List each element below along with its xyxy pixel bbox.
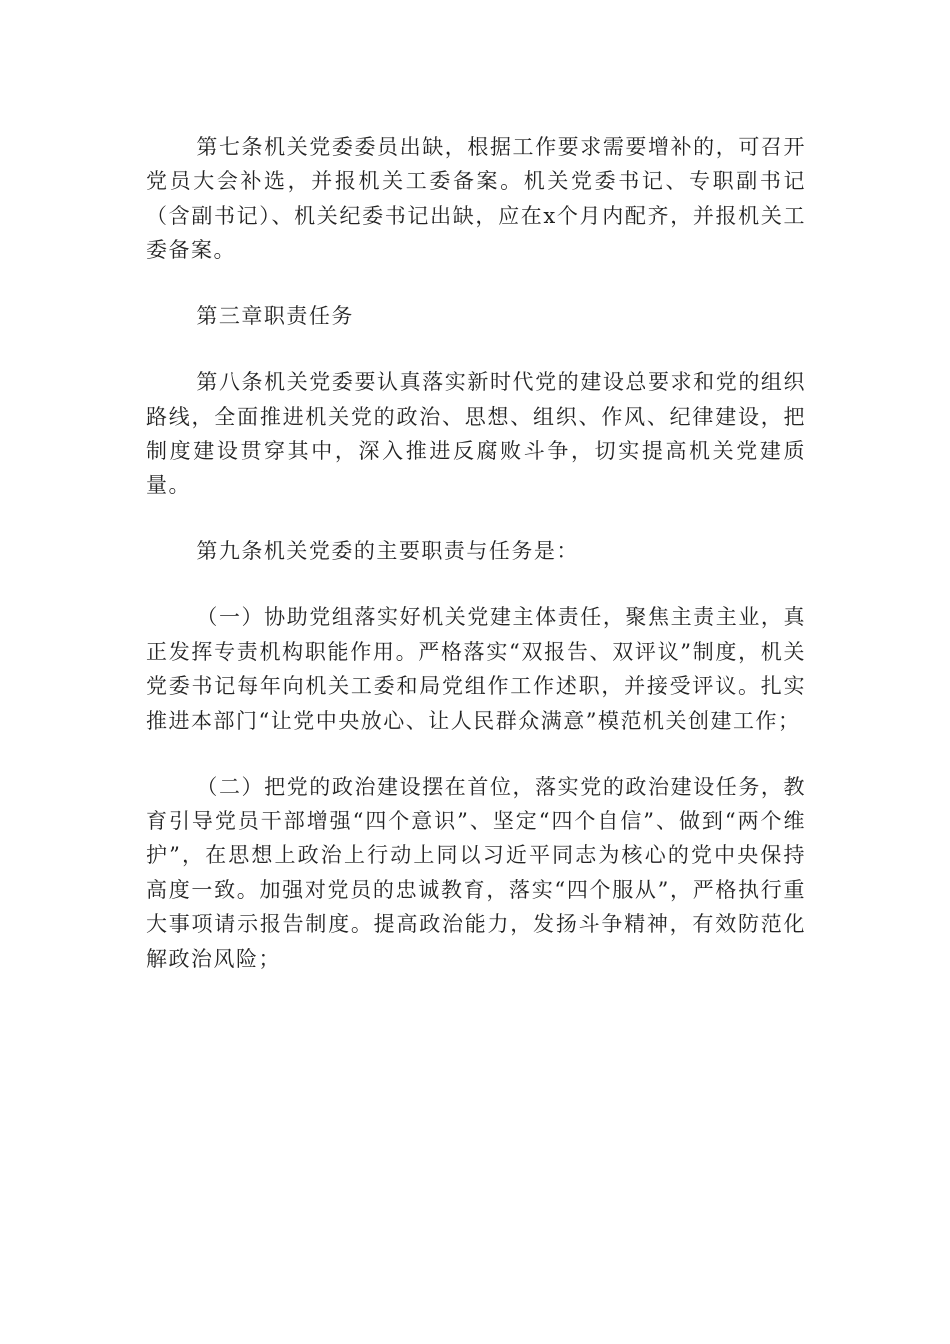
- paragraph-item-2: （二）把党的政治建设摆在首位，落实党的政治建设任务，教育引导党员干部增强“四个意识”、坚定“四个自信”、做到“两个维护”，在思想上政治上行动上同以习近平同志为核心的党中央保持高度一致。加强对党员的忠诚教育，落实“四个服从”，严格执行重大事项请示报告制度。提高政治能力，发扬斗争精神，有效防范化解政治风险；: [146, 774, 806, 971]
- chapter-heading: 第三章职责任务: [196, 304, 354, 329]
- paragraph-article-8: 第八条机关党委要认真落实新时代党的建设总要求和党的组织路线，全面推进机关党的政治、思想、组织、作风、纪律建设，把制度建设贯穿其中，深入推进反腐败斗争，切实提高机关党建质量。: [146, 370, 806, 498]
- paragraph-article-9: 第九条机关党委的主要职责与任务是：: [196, 539, 579, 564]
- document-body: [146, 130, 806, 976]
- paragraph-item-1: （一）协助党组落实好机关党建主体责任，聚焦主责主业，真正发挥专责机构职能作用。严格落实“双报告、双评议”制度，机关党委书记每年向机关工委和局党组作工作述职，并接受评议。扎实推进本部门“让党中央放心、让人民群众满意”模范机关创建工作；: [146, 605, 806, 733]
- paragraph-article-7: 第七条机关党委委员出缺，根据工作要求需要增补的，可召开党员大会补选，并报机关工委备案。机关党委书记、专职副书记（含副书记）、机关纪委书记出缺，应在x个月内配齐，并报机关工委备案。: [146, 135, 806, 263]
